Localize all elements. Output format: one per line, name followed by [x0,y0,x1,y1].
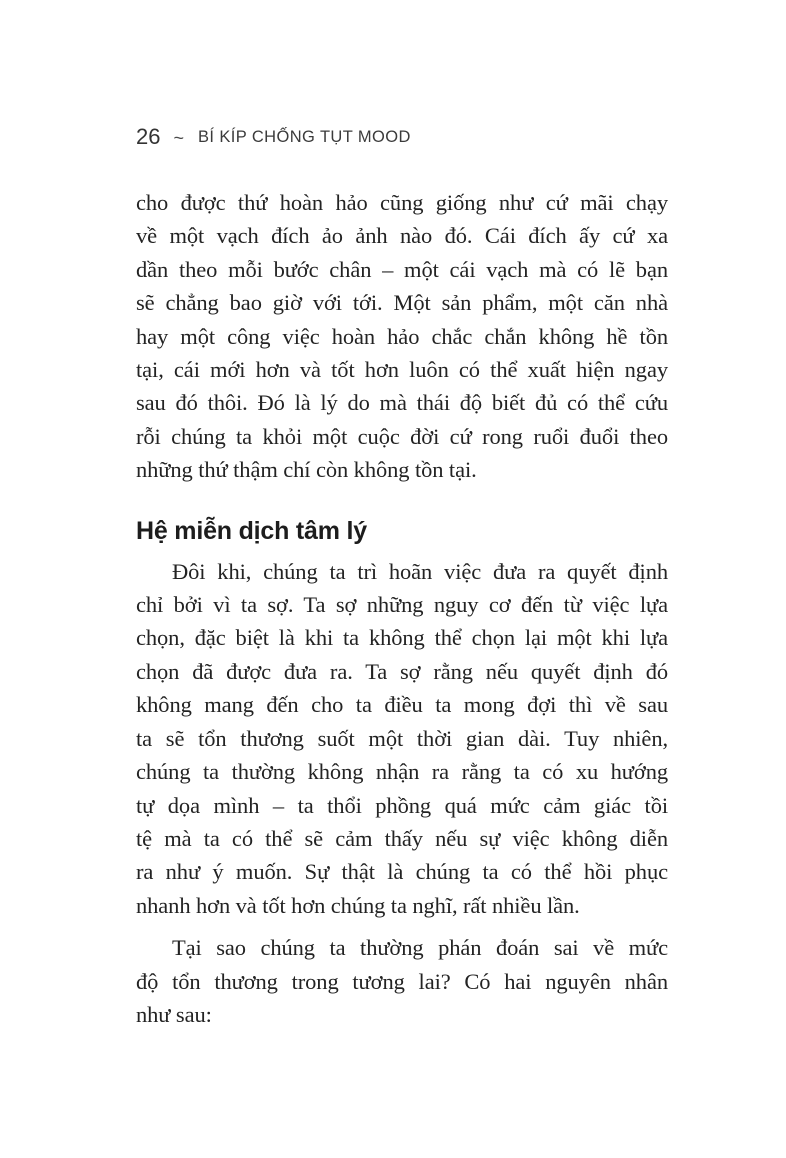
page-body [136,186,668,1031]
text-line: tự dọa mình – ta thổi phồng quá mức cảm giác tồi [136,792,668,818]
text-line: cho được thứ hoàn hảo cũng giống như cứ mãi chạy [136,190,668,215]
running-header [136,124,668,150]
text-line: tại, cái mới hơn và tốt hơn luôn có thể xuất hiện ngay [136,357,668,383]
text-line: dần theo mỗi bước chân – một cái vạch mà có lẽ bạn [136,256,668,282]
text-line: chọn đã được đưa ra. Ta sợ rằng nếu quyết định đó [136,658,668,684]
text-line: những thứ thậm chí còn không tồn tại. [136,457,477,483]
text-line: ta sẽ tổn thương suốt một thời gian dài. Tuy nhiên, [136,725,668,751]
text-line: Tại sao chúng ta thường phán đoán sai về mức [172,935,668,961]
text-line: chỉ bởi vì ta sợ. Ta sợ những nguy cơ đến từ việc lựa [136,592,668,618]
paragraph [136,186,668,487]
section-heading: Hệ miễn dịch tâm lý [136,516,367,545]
text-line: rỗi chúng ta khỏi một cuộc đời cứ rong ruổi đuổi theo [136,423,668,449]
tilde-separator-icon: ~ [173,127,184,148]
text-line: về một vạch đích ảo ảnh nào đó. Cái đích ấy cứ xa [136,223,668,249]
text-line: chọn, đặc biệt là khi ta không thể chọn lại một khi lựa [136,625,668,651]
paragraph [136,555,668,922]
running-title: BÍ KÍP CHỐNG TỤT MOOD [198,127,411,146]
text-line: sau đó thôi. Đó là lý do mà thái độ biết đủ có thể cứu [136,390,668,416]
paragraph [136,931,668,1031]
text-line: nhanh hơn và tốt hơn chúng ta nghĩ, rất nhiều lần. [136,892,580,918]
page-number: 26 [136,124,161,149]
text-line: độ tổn thương trong tương lai? Có hai nguyên nhân [136,968,668,994]
text-line: như sau: [136,1001,212,1027]
text-line: không mang đến cho ta điều ta mong đợi thì về sau [136,692,668,718]
text-line: chúng ta thường không nhận ra rằng ta có xu hướng [136,759,668,785]
text-line: ra như ý muốn. Sự thật là chúng ta có thể hồi phục [136,859,668,885]
text-line: Đôi khi, chúng ta trì hoãn việc đưa ra quyết định [172,558,668,584]
text-line: sẽ chẳng bao giờ với tới. Một sản phẩm, một căn nhà [136,290,668,316]
text-line: hay một công việc hoàn hảo chắc chắn không hề tồn [136,323,668,349]
text-line: tệ mà ta có thể sẽ cảm thấy nếu sự việc không diễn [136,825,668,851]
